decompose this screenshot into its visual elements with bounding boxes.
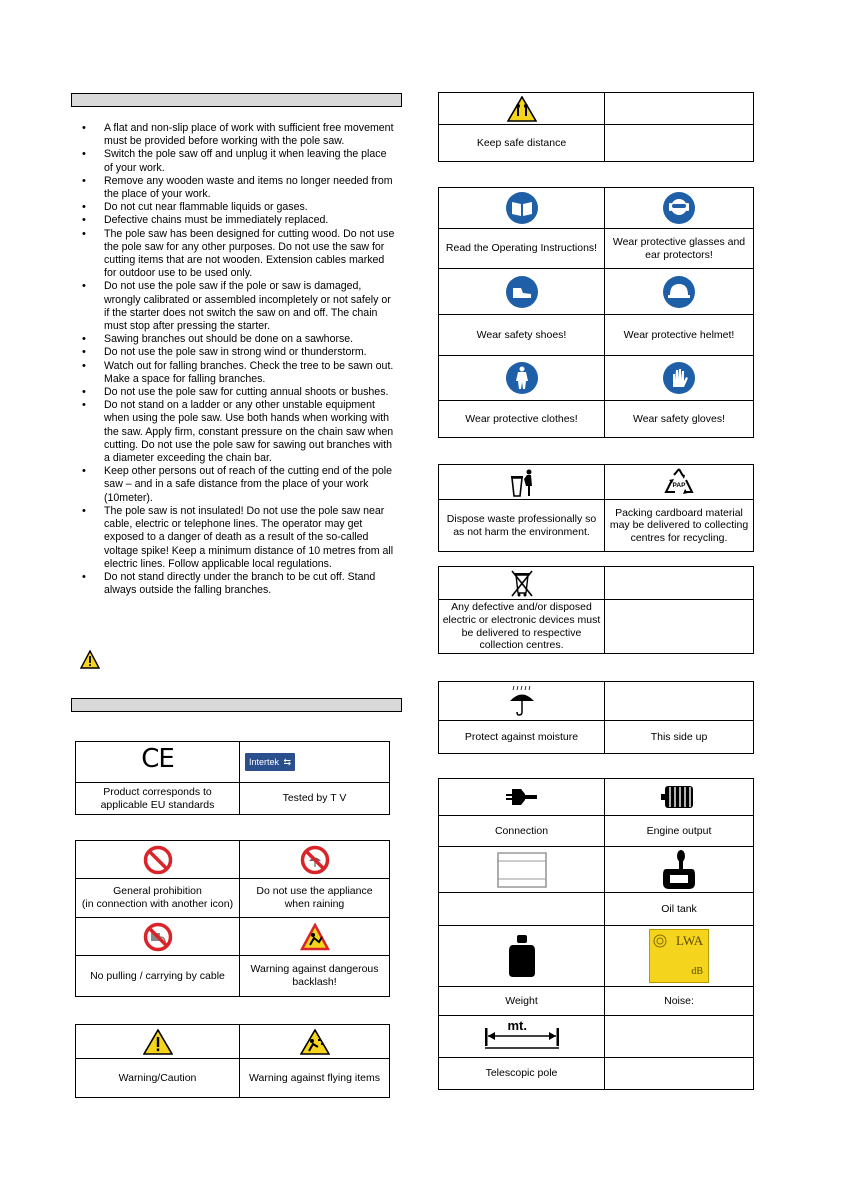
recycle-pap-icon: [661, 466, 697, 498]
safety-shoes-icon: [505, 275, 539, 309]
intertek-logo-icon: [245, 753, 295, 772]
protective-clothes-label: Wear protective clothes!: [439, 401, 605, 438]
protective-helmet-icon: [662, 275, 696, 309]
backlash-warning-label: Warning against dangerous backlash!: [240, 956, 390, 997]
noise-lwa-label: LWA: [676, 933, 704, 948]
prohibition-icon: [143, 845, 173, 875]
distance-icon-cell: [439, 93, 605, 125]
bar-empty-label: [439, 893, 605, 926]
eye-ear-protection-icon: [662, 191, 696, 225]
glasses-ear-cell: [605, 188, 754, 229]
weee-icon-cell: [439, 567, 605, 600]
general-prohibition-cell: [76, 841, 240, 879]
umbrella-icon: [508, 685, 536, 717]
backlash-warning-cell: [240, 918, 390, 956]
guide-bar-icon: [494, 849, 550, 891]
backlash-warning-icon: [300, 923, 330, 951]
connection-icon-cell: [439, 779, 605, 816]
read-manual-cell: [439, 188, 605, 229]
safety-shoes-cell: [439, 269, 605, 315]
certification-table: [75, 741, 390, 815]
ppe-table: [438, 187, 754, 438]
section-header-bar-safety: [71, 93, 402, 107]
ce-cell: [76, 742, 240, 783]
intertek-cell: [240, 742, 390, 783]
section-header-bar-symbols: [71, 698, 402, 712]
pole-icon-cell: [439, 1016, 605, 1058]
distance-table: [438, 92, 754, 162]
list-item: • The pole saw is not insulated! Do not use the pole saw near cable, electric or telephone lines. The operator may get exposed to a danger of death as a result of the so-called voltage spike! Keep a minimum distance of 10 metres from all electric lines. Follow applicable local regulations.: [78, 505, 396, 571]
noise-sign-icon: [649, 929, 709, 983]
distance-empty-label: [605, 125, 754, 162]
cable-prohibition-label: No pulling / carrying by cable: [76, 956, 240, 997]
pap-icon-cell: [605, 465, 754, 500]
engine-label: Engine output: [605, 816, 754, 847]
weee-empty-cell: [605, 567, 754, 600]
list-item: • Switch the pole saw off and unplug it when leaving the place of your work.: [78, 148, 396, 174]
weight-label: Weight: [439, 987, 605, 1016]
no-rain-icon: [300, 845, 330, 875]
weight-icon: [506, 933, 538, 979]
noise-label: Noise:: [605, 987, 754, 1016]
dispose-waste-icon: [506, 466, 538, 498]
keep-distance-warning-icon: [507, 96, 537, 122]
noise-db-label: dB: [691, 966, 703, 978]
protective-clothes-cell: [439, 356, 605, 401]
rain-prohibition-cell: [240, 841, 390, 879]
pole-empty-cell: [605, 1016, 754, 1058]
recycling-table: [438, 464, 754, 552]
no-cable-pulling-icon: [143, 922, 173, 952]
plug-icon: [505, 785, 539, 809]
glasses-ear-label: Wear protective glasses and ear protectors!: [605, 229, 754, 269]
list-item: • A flat and non-slip place of work with sufficient free movement must be provided before working with the pole saw.: [78, 122, 396, 148]
bar-icon-cell: [439, 847, 605, 893]
list-item: • Do not cut near flammable liquids or gases.: [78, 201, 396, 214]
safety-gloves-icon: [662, 361, 696, 395]
caution-icon: [143, 1029, 173, 1055]
caution-cell: [76, 1025, 240, 1059]
list-item: • Do not use the pole saw for cutting annual shoots or bushes.: [78, 386, 396, 399]
helmet-label: Wear protective helmet!: [605, 315, 754, 356]
weee-table: [438, 566, 754, 654]
list-item: • Do not use the pole saw if the pole or saw is damaged, wrongly calibrated or assembled incompletely or not safely or if the starter does not switch the saw on and off. The chain must stop after pressing the starter.: [78, 280, 396, 333]
warning-table: [75, 1024, 390, 1098]
flying-items-warning-icon: [300, 1029, 330, 1055]
oil-icon-cell: [605, 847, 754, 893]
list-item: • Sawing branches out should be done on a sawhorse.: [78, 333, 396, 346]
oil-tank-icon: [661, 849, 697, 891]
technical-table: [438, 778, 754, 1090]
cardboard-label: Packing cardboard material may be delivered to collecting centres for recycling.: [605, 500, 754, 552]
transport-table: [438, 681, 754, 754]
list-item: • Keep other persons out of reach of the cutting end of the pole saw – and in a safe distance from the place of your work (10meter).: [78, 465, 396, 505]
safety-rules-list: [78, 122, 396, 597]
weight-icon-cell: [439, 926, 605, 987]
arrows-icon: ⇆: [283, 756, 292, 767]
waste-icon-cell: [439, 465, 605, 500]
rain-prohibition-label: Do not use the appliance when raining: [240, 879, 390, 918]
prohibition-table: [75, 840, 390, 997]
connection-label: Connection: [439, 816, 605, 847]
up-label: This side up: [605, 721, 754, 754]
up-empty-cell: [605, 682, 754, 721]
warning-triangle-icon: [80, 650, 100, 669]
caution-label: Warning/Caution: [76, 1059, 240, 1098]
helmet-cell: [605, 269, 754, 315]
list-item: • Watch out for falling branches. Check the tree to be sawn out. Make a space for falling branches.: [78, 360, 396, 386]
oil-label: Oil tank: [605, 893, 754, 926]
ce-label: Product corresponds to applicable EU standards: [76, 783, 240, 815]
gloves-label: Wear safety gloves!: [605, 401, 754, 438]
speaker-icon: [653, 934, 667, 948]
waste-label: Dispose waste professionally so as not harm the environment.: [439, 500, 605, 552]
pole-arrow-icon: [484, 1017, 560, 1052]
protective-clothing-icon: [505, 361, 539, 395]
tuv-label: Tested by T V: [240, 783, 390, 815]
flying-items-cell: [240, 1025, 390, 1059]
noise-icon-cell: [605, 926, 754, 987]
distance-label: Keep safe distance: [439, 125, 605, 162]
list-item: • Do not use the pole saw in strong wind or thunderstorm.: [78, 346, 396, 359]
list-item: • Do not stand directly under the branch to be cut off. Stand always outside the falling branches.: [78, 571, 396, 597]
intertek-logo-text: Intertek: [249, 756, 280, 767]
warning-note: [80, 650, 100, 669]
cable-prohibition-cell: [76, 918, 240, 956]
telescopic-pole-icon: [484, 1017, 560, 1052]
list-item: • The pole saw has been designed for cutting wood. Do not use the pole saw for any other purposes. Do not use the saw for cutting items that are not wooden. Extension cables marked for outdoor use to be used only.: [78, 228, 396, 281]
moisture-icon-cell: [439, 682, 605, 721]
engine-icon-cell: [605, 779, 754, 816]
engine-motor-icon: [661, 783, 697, 811]
pole-label: Telescopic pole: [439, 1058, 605, 1090]
pole-empty-label: [605, 1058, 754, 1090]
list-item: • Remove any wooden waste and items no longer needed from the place of your work.: [78, 175, 396, 201]
safety-shoes-label: Wear safety shoes!: [439, 315, 605, 356]
list-item: • Do not stand on a ladder or any other unstable equipment when using the pole saw. Use both hands when working with the saw. Apply firm, constant pressure on the chain saw when cutting. Do not use the pole saw for sawing out branches with a diameter exceeding the chain bar.: [78, 399, 396, 465]
weee-empty-label: [605, 600, 754, 654]
pap-label: PAP: [672, 482, 686, 489]
read-manual-icon: [505, 191, 539, 225]
moisture-label: Protect against moisture: [439, 721, 605, 754]
list-item: • Defective chains must be immediately replaced.: [78, 214, 396, 227]
crossed-bin-icon: [509, 568, 535, 598]
read-manual-label: Read the Operating Instructions!: [439, 229, 605, 269]
flying-items-label: Warning against flying items: [240, 1059, 390, 1098]
pole-mt-label: mt.: [507, 1017, 527, 1033]
distance-empty-cell: [605, 93, 754, 125]
general-prohibition-label: General prohibition (in connection with another icon): [76, 879, 240, 918]
ce-mark-icon: CE: [141, 744, 174, 775]
weee-label: Any defective and/or disposed electric or electronic devices must be delivered to respective collection centres.: [439, 600, 605, 654]
gloves-cell: [605, 356, 754, 401]
